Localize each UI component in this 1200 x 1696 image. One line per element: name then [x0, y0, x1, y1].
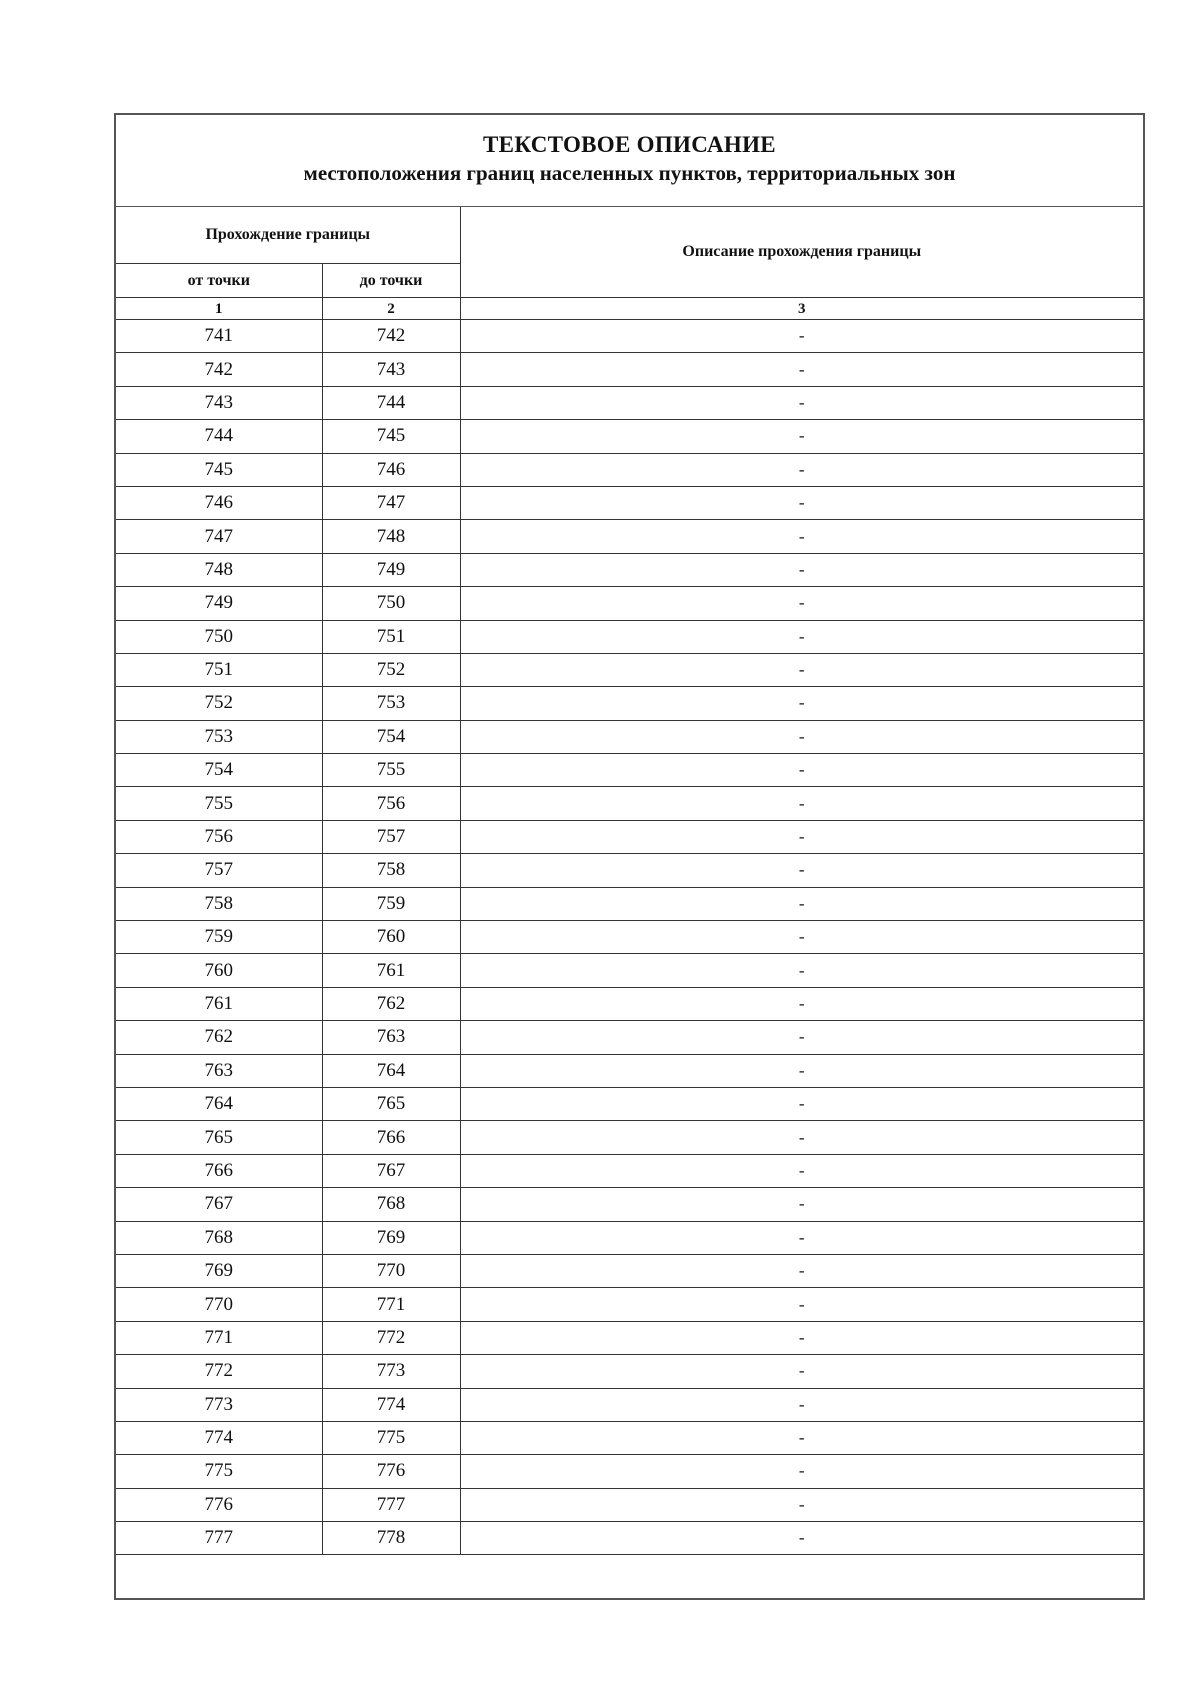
to-point-cell: 746: [322, 453, 460, 486]
table-row: [116, 854, 1143, 887]
table-row: [116, 887, 1143, 920]
from-point-cell: 766: [116, 1154, 322, 1187]
table-row: [116, 687, 1143, 720]
table-body: [116, 320, 1143, 1555]
from-point-cell: 750: [116, 620, 322, 653]
description-cell: -: [460, 553, 1143, 586]
description-cell: -: [460, 1355, 1143, 1388]
table-row: [116, 1021, 1143, 1054]
table-row: [116, 787, 1143, 820]
table-row: [116, 954, 1143, 987]
table-row: [116, 1188, 1143, 1221]
table-row: [116, 1154, 1143, 1187]
from-point-cell: 751: [116, 653, 322, 686]
to-point-cell: 761: [322, 954, 460, 987]
description-cell: -: [460, 1154, 1143, 1187]
to-point-cell: 747: [322, 486, 460, 519]
table-row: [116, 1254, 1143, 1287]
header-boundary-passage: Прохождение границы: [116, 207, 460, 264]
table-row: [116, 420, 1143, 453]
description-cell: -: [460, 1421, 1143, 1454]
from-point-cell: 765: [116, 1121, 322, 1154]
from-point-cell: 741: [116, 320, 322, 353]
description-cell: -: [460, 320, 1143, 353]
to-point-cell: 766: [322, 1121, 460, 1154]
from-point-cell: 752: [116, 687, 322, 720]
from-point-cell: 763: [116, 1054, 322, 1087]
description-cell: -: [460, 1321, 1143, 1354]
to-point-cell: 752: [322, 653, 460, 686]
to-point-cell: 756: [322, 787, 460, 820]
description-cell: -: [460, 420, 1143, 453]
column-number-3: 3: [460, 298, 1143, 320]
to-point-cell: 776: [322, 1455, 460, 1488]
table-row: [116, 921, 1143, 954]
from-point-cell: 767: [116, 1188, 322, 1221]
table-row: [116, 1355, 1143, 1388]
description-cell: -: [460, 453, 1143, 486]
to-point-cell: 760: [322, 921, 460, 954]
description-cell: -: [460, 921, 1143, 954]
table-row: [116, 653, 1143, 686]
boundary-table: [116, 207, 1143, 1555]
to-point-cell: 769: [322, 1221, 460, 1254]
header-from-point: от точки: [116, 264, 322, 298]
from-point-cell: 747: [116, 520, 322, 553]
description-cell: -: [460, 854, 1143, 887]
description-cell: -: [460, 987, 1143, 1020]
table-row: [116, 754, 1143, 787]
title-block: [116, 115, 1143, 207]
to-point-cell: 763: [322, 1021, 460, 1054]
from-point-cell: 749: [116, 587, 322, 620]
to-point-cell: 751: [322, 620, 460, 653]
to-point-cell: 754: [322, 720, 460, 753]
description-cell: -: [460, 1087, 1143, 1120]
from-point-cell: 759: [116, 921, 322, 954]
to-point-cell: 765: [322, 1087, 460, 1120]
from-point-cell: 769: [116, 1254, 322, 1287]
description-cell: -: [460, 720, 1143, 753]
description-cell: -: [460, 1488, 1143, 1521]
description-cell: -: [460, 1254, 1143, 1287]
to-point-cell: 755: [322, 754, 460, 787]
table-row: [116, 520, 1143, 553]
table-row: [116, 987, 1143, 1020]
to-point-cell: 762: [322, 987, 460, 1020]
header-to-point: до точки: [322, 264, 460, 298]
description-cell: -: [460, 386, 1143, 419]
from-point-cell: 771: [116, 1321, 322, 1354]
description-cell: -: [460, 653, 1143, 686]
to-point-cell: 767: [322, 1154, 460, 1187]
table-row: [116, 1455, 1143, 1488]
table-row: [116, 1488, 1143, 1521]
from-point-cell: 760: [116, 954, 322, 987]
description-cell: -: [460, 887, 1143, 920]
from-point-cell: 773: [116, 1388, 322, 1421]
to-point-cell: 758: [322, 854, 460, 887]
from-point-cell: 757: [116, 854, 322, 887]
table-header: [116, 207, 1143, 320]
from-point-cell: 768: [116, 1221, 322, 1254]
description-cell: -: [460, 1054, 1143, 1087]
from-point-cell: 776: [116, 1488, 322, 1521]
to-point-cell: 750: [322, 587, 460, 620]
to-point-cell: 770: [322, 1254, 460, 1287]
table-row: [116, 1321, 1143, 1354]
from-point-cell: 762: [116, 1021, 322, 1054]
description-cell: -: [460, 787, 1143, 820]
from-point-cell: 744: [116, 420, 322, 453]
description-cell: -: [460, 1455, 1143, 1488]
to-point-cell: 773: [322, 1355, 460, 1388]
table-row: [116, 320, 1143, 353]
header-description: Описание прохождения границы: [460, 207, 1143, 298]
table-row: [116, 620, 1143, 653]
description-cell: -: [460, 820, 1143, 853]
description-cell: -: [460, 687, 1143, 720]
description-cell: -: [460, 1288, 1143, 1321]
description-cell: -: [460, 1188, 1143, 1221]
description-cell: -: [460, 620, 1143, 653]
from-point-cell: 775: [116, 1455, 322, 1488]
table-row: [116, 453, 1143, 486]
to-point-cell: 775: [322, 1421, 460, 1454]
table-row: [116, 486, 1143, 519]
column-number-2: 2: [322, 298, 460, 320]
document-subtitle: местоположения границ населенных пунктов, территориальных зон: [303, 161, 956, 185]
table-row: [116, 1121, 1143, 1154]
table-row: [116, 1087, 1143, 1120]
from-point-cell: 761: [116, 987, 322, 1020]
to-point-cell: 748: [322, 520, 460, 553]
to-point-cell: 771: [322, 1288, 460, 1321]
from-point-cell: 774: [116, 1421, 322, 1454]
description-cell: -: [460, 1121, 1143, 1154]
table-row: [116, 386, 1143, 419]
description-cell: -: [460, 1221, 1143, 1254]
table-row: [116, 1288, 1143, 1321]
from-point-cell: 770: [116, 1288, 322, 1321]
table-row: [116, 353, 1143, 386]
to-point-cell: 745: [322, 420, 460, 453]
description-cell: -: [460, 587, 1143, 620]
table-row: [116, 820, 1143, 853]
from-point-cell: 742: [116, 353, 322, 386]
table-row: [116, 1421, 1143, 1454]
table-bottom-gap: [116, 1555, 1143, 1561]
from-point-cell: 756: [116, 820, 322, 853]
description-cell: -: [460, 754, 1143, 787]
description-cell: -: [460, 1021, 1143, 1054]
description-cell: -: [460, 353, 1143, 386]
from-point-cell: 777: [116, 1522, 322, 1555]
description-cell: -: [460, 520, 1143, 553]
document-title: ТЕКСТОВОЕ ОПИСАНИЕ: [483, 132, 776, 157]
to-point-cell: 768: [322, 1188, 460, 1221]
table-row: [116, 1054, 1143, 1087]
to-point-cell: 742: [322, 320, 460, 353]
description-cell: -: [460, 486, 1143, 519]
table-row: [116, 720, 1143, 753]
from-point-cell: 745: [116, 453, 322, 486]
to-point-cell: 778: [322, 1522, 460, 1555]
from-point-cell: 755: [116, 787, 322, 820]
from-point-cell: 772: [116, 1355, 322, 1388]
description-cell: -: [460, 1522, 1143, 1555]
to-point-cell: 759: [322, 887, 460, 920]
description-cell: -: [460, 1388, 1143, 1421]
to-point-cell: 753: [322, 687, 460, 720]
document-frame: [114, 113, 1145, 1600]
to-point-cell: 749: [322, 553, 460, 586]
table-row: [116, 1388, 1143, 1421]
from-point-cell: 753: [116, 720, 322, 753]
from-point-cell: 748: [116, 553, 322, 586]
to-point-cell: 743: [322, 353, 460, 386]
to-point-cell: 744: [322, 386, 460, 419]
from-point-cell: 743: [116, 386, 322, 419]
table-row: [116, 553, 1143, 586]
to-point-cell: 757: [322, 820, 460, 853]
from-point-cell: 754: [116, 754, 322, 787]
to-point-cell: 772: [322, 1321, 460, 1354]
from-point-cell: 746: [116, 486, 322, 519]
table-row: [116, 1221, 1143, 1254]
table-row: [116, 1522, 1143, 1555]
table-row: [116, 587, 1143, 620]
to-point-cell: 777: [322, 1488, 460, 1521]
column-number-1: 1: [116, 298, 322, 320]
from-point-cell: 764: [116, 1087, 322, 1120]
from-point-cell: 758: [116, 887, 322, 920]
to-point-cell: 764: [322, 1054, 460, 1087]
to-point-cell: 774: [322, 1388, 460, 1421]
description-cell: -: [460, 954, 1143, 987]
